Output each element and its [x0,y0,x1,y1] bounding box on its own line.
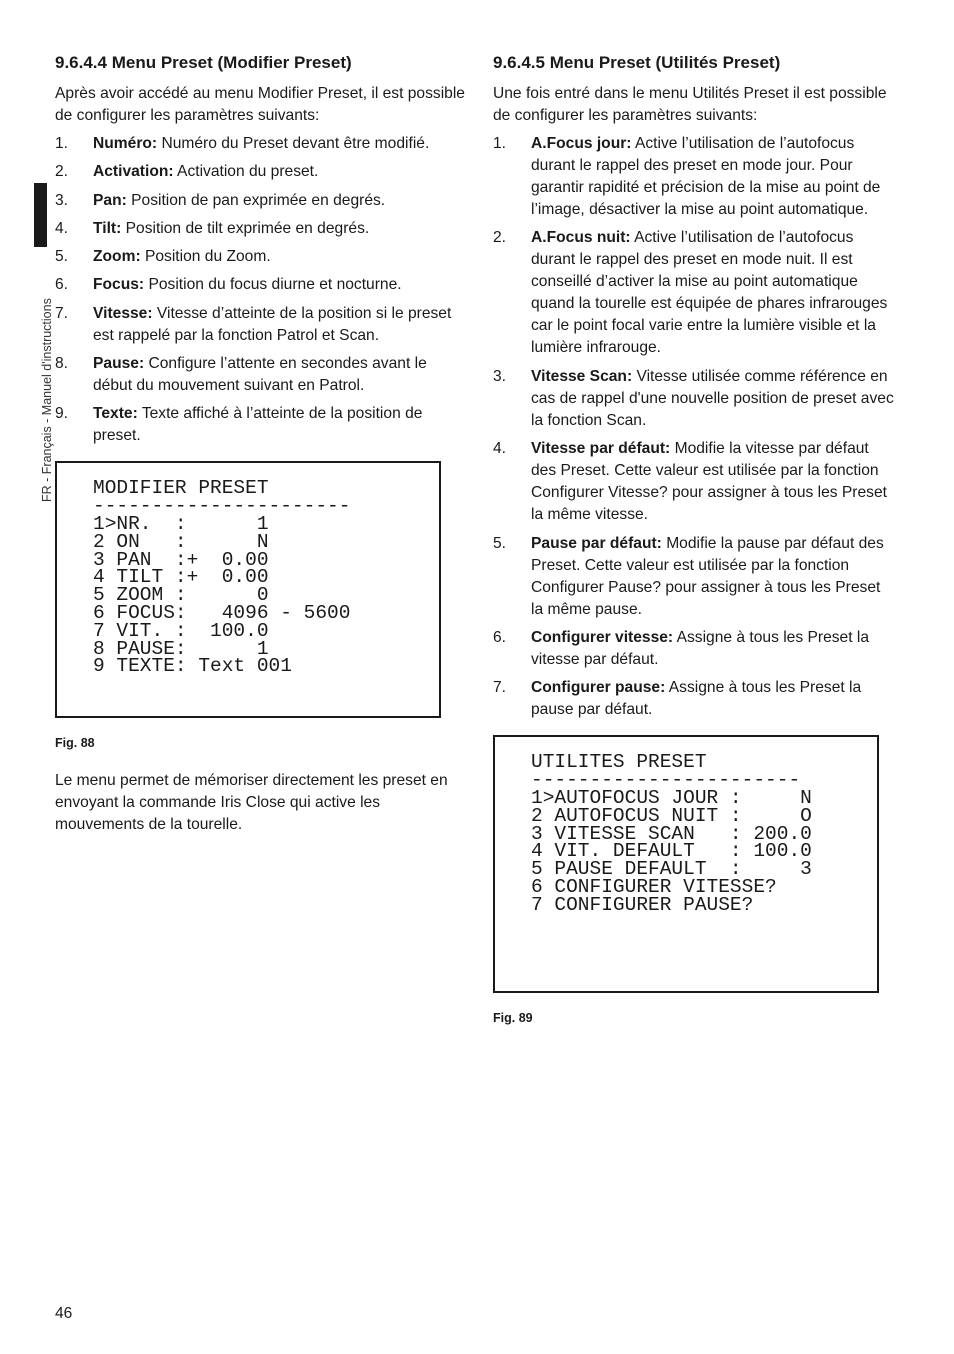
list-item-text [531,438,895,526]
list-item-term: Configurer pause: [531,679,666,697]
list-item-term: Activation: [93,163,174,181]
osd-line: 1>NR. : 1 [93,512,269,535]
list-item [493,677,895,721]
list-item-text [531,533,895,621]
list-item-number: 2. [493,229,507,247]
list-item-description: Position de pan exprimée en degrés. [126,191,386,209]
osd-line: 5 ZOOM : 0 [93,584,269,607]
list-item-text [93,161,465,183]
list-item-term: A.Focus jour: [531,135,632,152]
section-title-utilites-preset: 9.6.4.5 Menu Preset (Utilités Preset) [493,53,781,72]
osd-line: 2 ON : N [93,530,269,553]
list-item-text [93,218,465,240]
osd-line: 7 VIT. : 100.0 [93,619,269,642]
list-item-number: 6. [493,628,507,646]
list-item-description: Modifie la pause par défaut des Preset. Cette valeur est utilisée par la fonction Configurer Pause? pour assigner à tous les Preset la même pause. [531,534,884,618]
osd-line: 5 PAUSE DEFAULT : 3 [531,858,812,881]
intro-text: Une fois entré dans le menu Utilités Preset il est possible de configurer les paramètres suivants: [493,85,887,124]
left-column [55,52,465,836]
osd-line: 8 PAUSE: 1 [93,637,269,660]
list-item [55,133,465,155]
list-item-term: Configurer vitesse: [531,628,674,646]
list-item-term: Pause: [93,355,145,373]
osd-line: 7 CONFIGURER PAUSE? [531,893,754,916]
list-item [55,303,465,347]
figure-caption: Fig. 88 [55,736,95,751]
list-item [55,274,465,296]
list-item-text [93,303,465,347]
list-item-number: 7. [55,304,69,322]
page-number: 46 [55,1305,73,1322]
osd-line: ---------------------- [93,495,351,518]
figure-caption: Fig. 89 [493,1011,533,1026]
parameter-list [493,133,895,721]
list-item [493,533,895,621]
osd-screen-utilites-preset [493,735,879,993]
osd-line: 1>AUTOFOCUS JOUR : N [531,786,812,809]
list-item-number: 6. [55,276,69,294]
osd-line: 4 VIT. DEFAULT : 100.0 [531,840,812,863]
side-language-label: FR - Français - Manuel d'instructions [40,298,54,502]
list-item-text [531,627,895,671]
list-item-description: Active l’utilisation de l’autofocus durant le rappel des preset en mode jour. Pour garantir rapidité et précision de la mise au point de l’image, désactiver la mise au point automatique. [531,135,881,218]
osd-line: UTILITES PRESET [531,751,707,774]
list-item-description: Configure l’attente en secondes avant le début du mouvement suivant en Patrol. [93,355,427,395]
list-item [493,133,895,221]
osd-line: 2 AUTOFOCUS NUIT : O [531,804,812,827]
osd-line: 3 VITESSE SCAN : 200.0 [531,822,812,845]
list-item-description: Position de tilt exprimée en degrés. [121,219,370,237]
list-item [55,218,465,240]
list-item-text [531,133,895,221]
osd-line: ----------------------- [531,769,801,792]
list-item-term: Pause par défaut: [531,534,662,552]
list-item [55,161,465,183]
intro-text: Après avoir accédé au menu Modifier Preset, il est possible de configurer les paramètres suivants: [55,85,465,124]
list-item-text [93,403,465,447]
list-item-text [93,353,465,397]
list-item-term: Zoom: [93,248,141,266]
osd-screen-modifier-preset [55,461,441,718]
list-item-number: 1. [493,135,507,152]
list-item-text [93,246,465,268]
list-item-text [93,274,465,296]
list-item-description: Numéro du Preset devant être modifié. [157,135,430,152]
list-item-description: Modifie la vitesse par défaut des Preset. Cette valeur est utilisée par la fonction Configurer Vitesse? pour assigner à tous les Preset la même vitesse. [531,440,887,524]
list-item [55,190,465,212]
list-item-text [93,133,465,155]
list-item-number: 3. [493,367,507,385]
list-item-description: Active l’utilisation de l’autofocus durant le rappel des preset en mode nuit. Il est conseillé d’activer la mise au point automatique quand la tourelle est équipée de phares infrarouges car le point focal varie entre la lumière visible et la lumière infrarouge. [531,229,888,357]
list-item-number: 8. [55,355,69,373]
list-item-number: 5. [493,534,507,552]
list-item-number: 1. [55,135,69,152]
list-item-number: 7. [493,679,507,697]
list-item-number: 3. [55,191,69,209]
osd-line: 6 FOCUS: 4096 - 5600 [93,601,351,624]
osd-line: 6 CONFIGURER VITESSE? [531,875,777,898]
list-item-term: Vitesse: [93,304,153,322]
list-item-term: Pan: [93,191,127,209]
list-item-term: Focus: [93,276,145,294]
list-item-description: Assigne à tous les Preset la vitesse par défaut. [531,628,870,668]
list-item-term: Texte: [93,405,138,423]
list-item-number: 4. [55,219,69,237]
list-item-term: Vitesse Scan: [531,367,633,385]
side-tab-marker [34,183,47,247]
section-title-modifier-preset: 9.6.4.4 Menu Preset (Modifier Preset) [55,53,352,72]
list-item-description: Position du focus diurne et nocturne. [144,276,402,294]
description-paragraph: Le menu permet de mémoriser directement les preset en envoyant la commande Iris Close qui active les mouvements de la tourelle. [55,772,448,834]
parameter-list [55,133,465,447]
list-item [55,246,465,268]
list-item-number: 9. [55,405,69,423]
osd-line: MODIFIER PRESET [93,477,269,500]
list-item-description: Position du Zoom. [140,248,271,266]
list-item [493,438,895,526]
list-item [493,227,895,359]
list-item-description: Assigne à tous les Preset la pause par défaut. [531,679,862,719]
list-item [493,366,895,432]
list-item-description: Vitesse d’atteinte de la position si le preset est rappelé par la fonction Patrol et Scan. [93,304,452,344]
right-column [493,52,895,1025]
osd-line: 9 TEXTE: Text 001 [93,655,292,678]
list-item-number: 4. [493,440,507,458]
list-item-text [93,190,465,212]
list-item-description: Vitesse utilisée comme référence en cas de rappel d'une nouvelle position de preset avec la fonction Scan. [531,367,894,429]
list-item-description: Activation du preset. [173,163,319,181]
list-item-number: 2. [55,163,69,181]
list-item-term: A.Focus nuit: [531,229,631,247]
osd-line: 4 TILT :+ 0.00 [93,566,269,589]
list-item-term: Vitesse par défaut: [531,440,671,458]
list-item-term: Numéro: [93,135,158,152]
list-item-text [531,366,895,432]
list-item-description: Texte affiché à l’atteinte de la position de preset. [93,405,423,445]
list-item-number: 5. [55,248,69,266]
list-item [55,353,465,397]
list-item [493,627,895,671]
list-item-text [531,677,895,721]
list-item [55,403,465,447]
osd-line: 3 PAN :+ 0.00 [93,548,269,571]
list-item-term: Tilt: [93,219,122,237]
list-item-text [531,227,895,359]
